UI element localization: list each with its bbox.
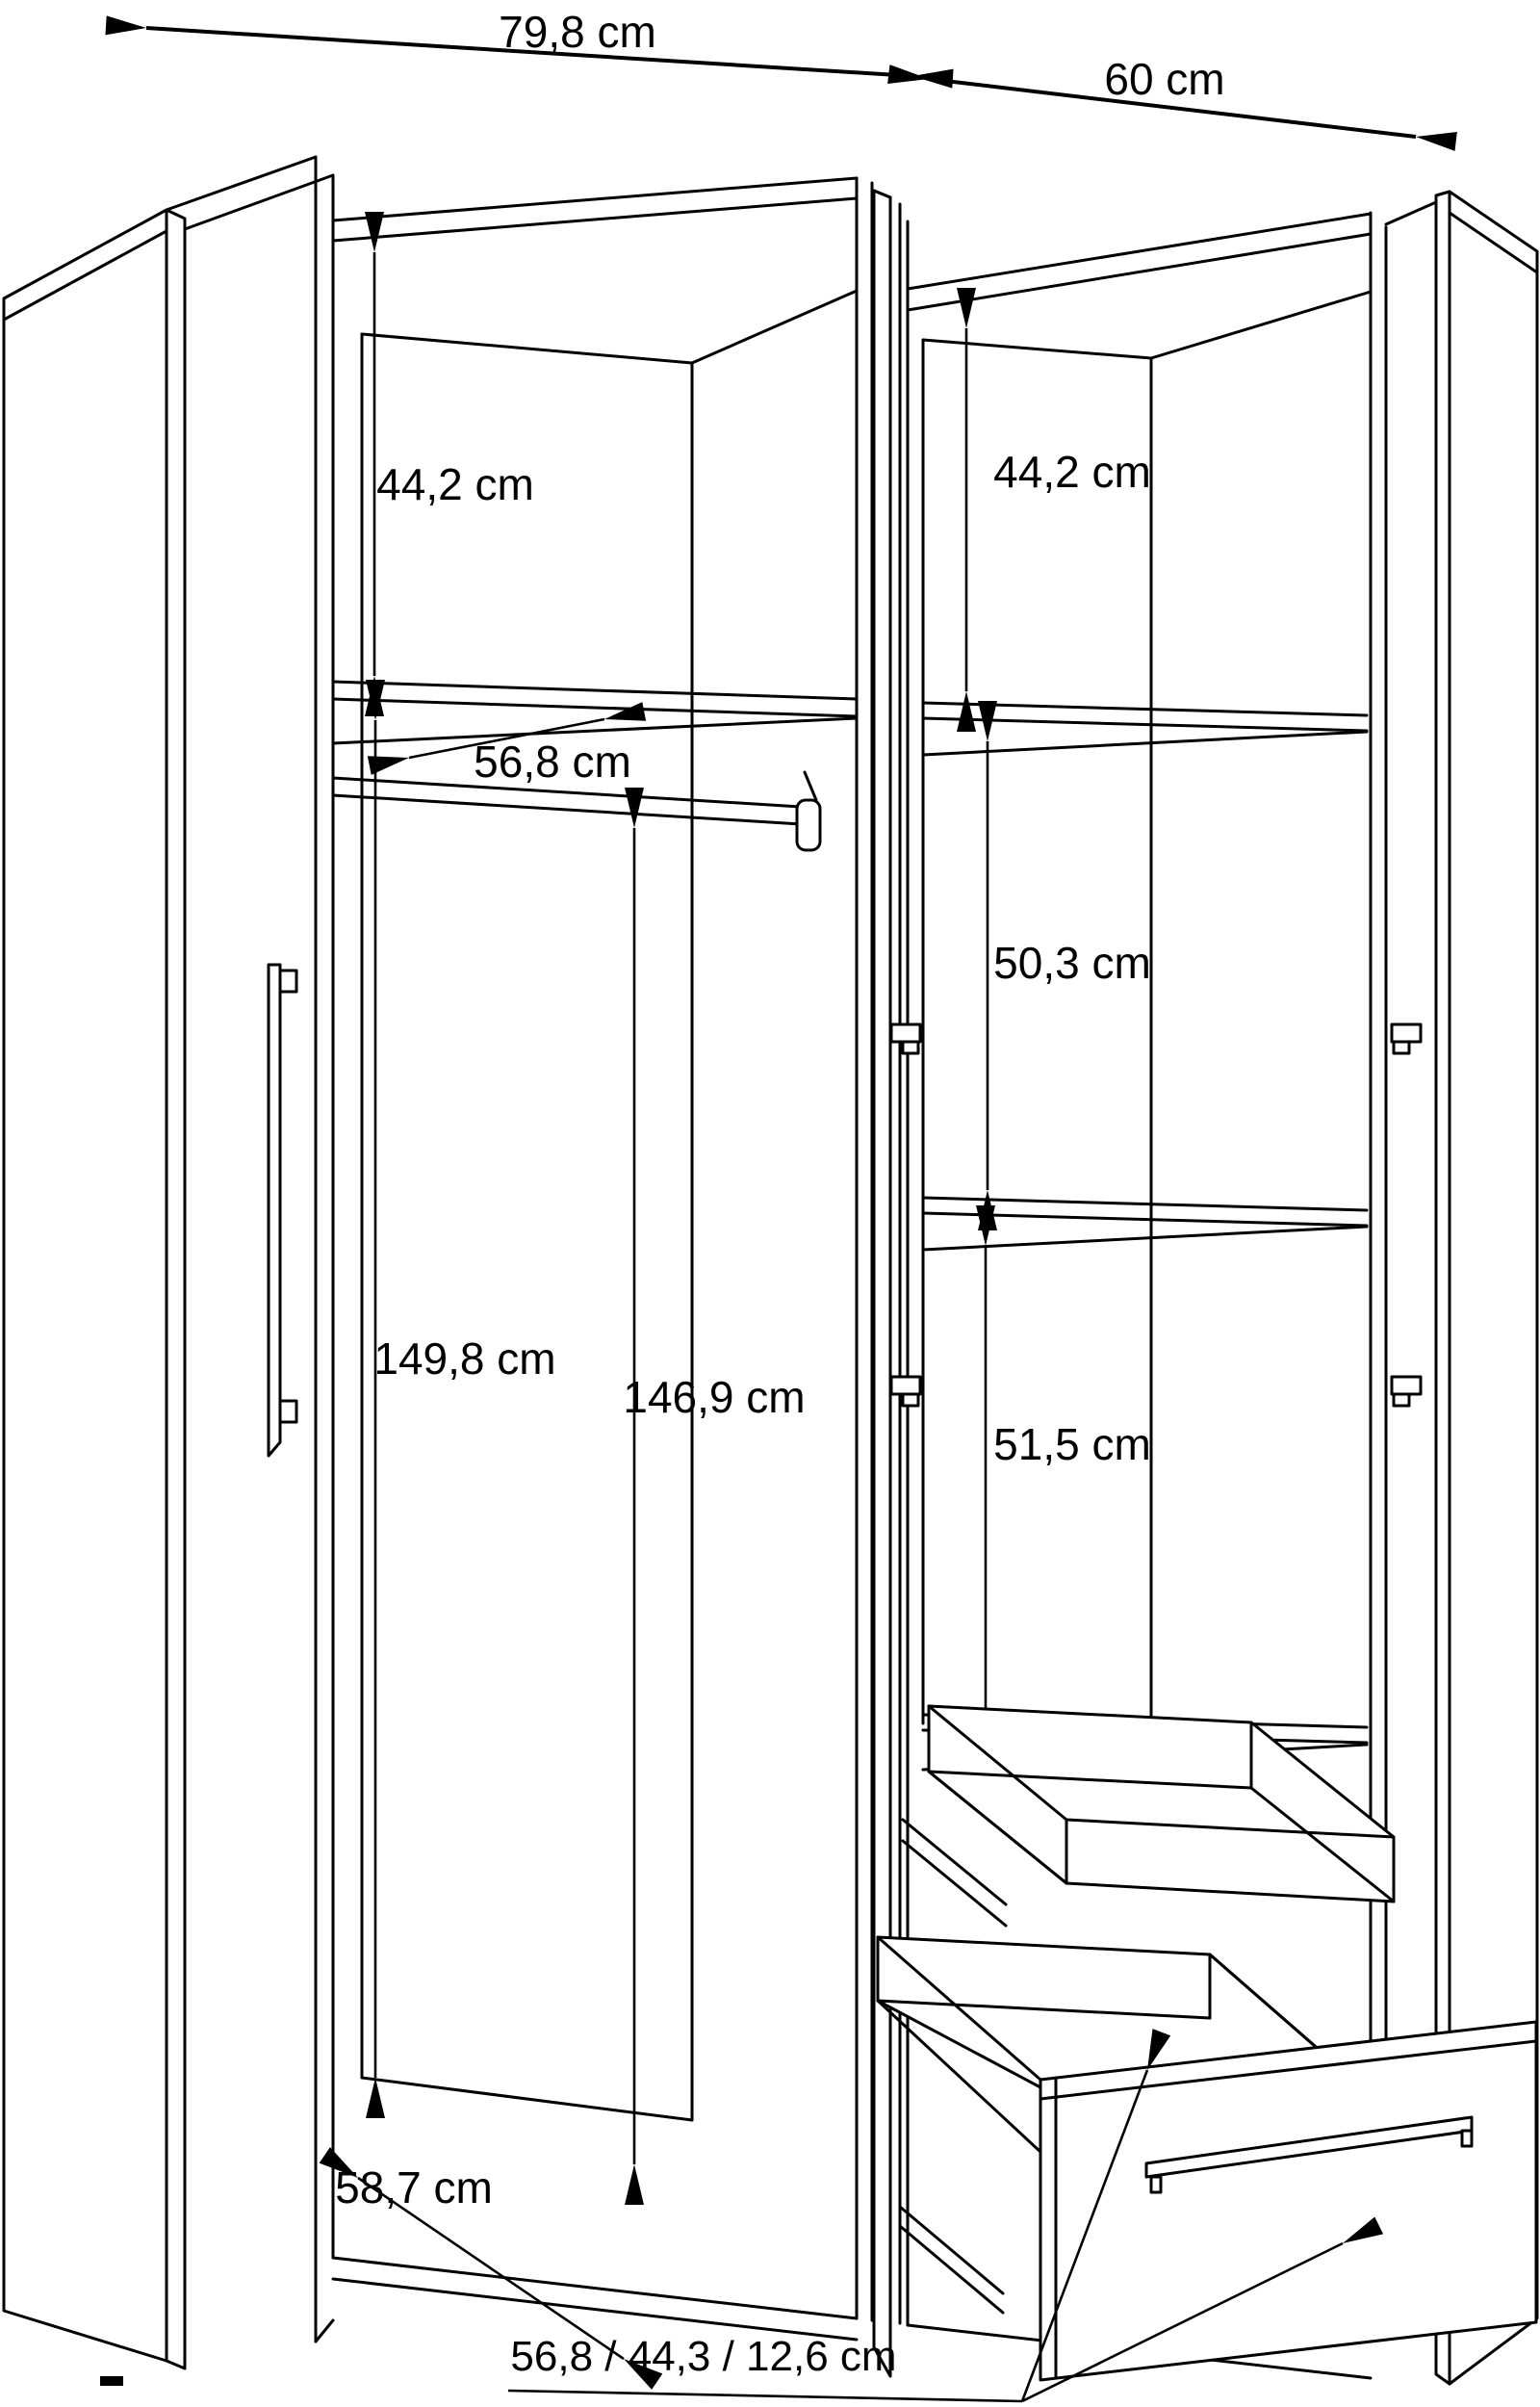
left-door [4,210,296,2386]
upper-drawer [903,1706,1394,1926]
hinge-icon [1394,1394,1409,1406]
label-left-top-height: 44,2 cm [376,459,534,509]
label-right-lower-height: 51,5 cm [993,1419,1151,1469]
drawer-runner [903,1820,1006,1926]
right-shelf-2 [923,1198,1367,1250]
left-shelf [333,682,857,743]
label-top-width-left: 79,8 cm [499,7,656,57]
right-shelf-1 [923,703,1367,755]
label-floor-depth: 58,7 cm [335,2162,493,2213]
door-foot [100,2376,123,2386]
label-rod-to-floor: 146,9 cm [623,1372,806,1422]
drawer-runner [900,2207,1003,2313]
hinge-icon [891,1024,920,1042]
top-width-dimensions [146,28,1416,137]
middle-door [874,191,890,2376]
hinge-icon [891,1377,920,1394]
label-right-middle-height: 50,3 cm [993,938,1151,988]
dimension-arrows [358,252,988,2359]
label-drawer-dimensions: 56,8 / 44,3 / 12,6 cm [510,2333,897,2380]
hinge-icon [903,1394,918,1406]
hinge-icon [1392,1377,1421,1394]
label-top-width-right: 60 cm [1104,54,1225,104]
left-door-handle [269,965,296,1456]
hinge-icon [1392,1024,1421,1042]
drawer-front-panel [1040,2022,1536,2380]
hinge-icon [903,1042,918,1053]
label-right-top-height: 44,2 cm [993,447,1151,497]
label-left-shelf-depth: 56,8 cm [474,737,631,787]
hinge-icon [1394,1042,1409,1053]
label-left-interior-height: 149,8 cm [373,1333,556,1384]
